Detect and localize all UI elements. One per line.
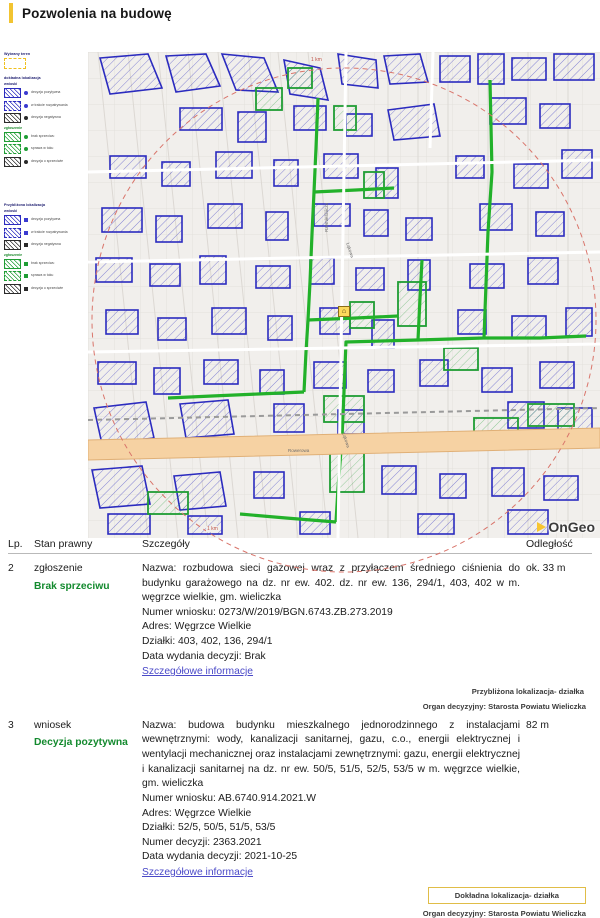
detail-data-decyzji: Data wydania decyzji: Brak	[142, 650, 266, 662]
row-type: wniosek	[34, 719, 72, 731]
legend-item	[3, 157, 88, 167]
square-black-icon	[24, 243, 28, 247]
legend-item	[3, 284, 88, 294]
row-legal-status	[34, 719, 142, 881]
legend-item-label: decyzja o sprzeciwie	[31, 285, 64, 290]
column-header-lp: Lp.	[8, 538, 23, 550]
legend-item-label: brak sprzeciwu	[31, 133, 55, 138]
legend-section-title-wnioski-approx: wnioski	[4, 209, 18, 213]
legend-item-label: sprawa w toku	[31, 146, 54, 151]
column-header-odleglosc: Odległość	[526, 538, 573, 550]
ring-label-top: 1 km	[311, 57, 322, 63]
swatch-blue-solid-icon	[4, 215, 21, 225]
map-canvas[interactable]	[88, 52, 600, 538]
map-legend	[0, 52, 88, 538]
detail-name: Nazwa: rozbudowa sieci gazowej wraz z przyłączem średniego ciśnienia do budynku garażowego na dz. nr ew. 402. dz. nr ew. 136, 294/1, 403, 402 w m. węgrzce wielkie, gm. wieliczka	[142, 563, 520, 604]
legend-section-title-zgloszenie-exact: zgłoszenie	[4, 125, 23, 130]
column-header-stan: Stan prawny	[34, 538, 93, 550]
swatch-black-solid-icon	[4, 240, 21, 250]
dot-black-icon	[24, 116, 28, 120]
dot-green-icon	[24, 135, 28, 139]
swatch-green-solid-icon	[4, 132, 21, 142]
legend-section-title-wnioski-exact: wnioski	[4, 82, 18, 86]
legend-item	[3, 215, 88, 225]
street-label: Łąkowa	[345, 242, 355, 259]
legend-item	[3, 144, 88, 154]
ongeo-watermark	[537, 519, 595, 535]
detail-adres: Adres: Węgrzce Wielkie	[142, 807, 252, 819]
table-row	[8, 711, 592, 881]
row-authority: Organ decyzyjny: Starosta Powiatu Wieliczka	[422, 908, 586, 918]
dot-blue-icon	[24, 104, 28, 108]
swatch-green-solid-icon	[4, 259, 21, 269]
ongeo-wordmark: OnGeo	[548, 519, 595, 535]
row-localization-note	[8, 680, 592, 697]
detail-dzialki: Działki: 52/5, 50/5, 51/5, 53/5	[142, 822, 276, 834]
map-parcels-layer	[88, 52, 600, 538]
detail-name: Nazwa: budowa budynku mieszkalnego jednorodzinnego z instalacjami wewnętrznymi: wody, kanalizacji sanitarnej, gazu, c.o., energii elektrycznej i wentylacji mechanicznej oraz instalacjami zewnętrznymi: gazu, energii elektrycznej i kanalizacji sanitarnej na dz. nr ew. 50/5, 51/5, 52/5, 53/5 w m. węgrzce wielkie, gm. wieliczka	[142, 719, 520, 790]
legend-item-label: decyzja o sprzeciwie	[31, 158, 64, 163]
selected-area-swatch	[4, 58, 26, 69]
legend-item-label: decyzja negatywna	[31, 115, 61, 120]
square-green-icon	[24, 262, 28, 266]
legend-item	[3, 228, 88, 238]
swatch-black-solid-icon	[4, 113, 21, 123]
page-header	[0, 0, 600, 26]
swatch-blue-solid-icon	[4, 88, 21, 98]
details-link[interactable]: Szczegółowe informacje	[142, 666, 254, 678]
legend-item-label: decyzja pozytywna	[31, 90, 61, 95]
ongeo-triangle-icon	[537, 522, 546, 532]
status-badge: Brak sprzeciwu	[34, 580, 110, 592]
legend-item	[3, 88, 88, 98]
localization-tag: Dokładna lokalizacja- działka	[428, 887, 586, 904]
selected-parcel-marker[interactable]: ⌂	[338, 306, 350, 317]
row-localization-note	[8, 881, 592, 904]
detail-adres: Adres: Węgrzce Wielkie	[142, 621, 252, 633]
row-details	[142, 562, 526, 680]
table-header-row	[8, 538, 592, 554]
legend-item	[3, 240, 88, 250]
square-green-icon	[24, 274, 28, 278]
swatch-blue-dashed-icon	[4, 228, 21, 238]
legend-item	[3, 132, 88, 142]
row-index: 2	[8, 563, 14, 574]
legend-item-label: brak sprzeciwu	[31, 260, 55, 265]
detail-numer-wniosku: Numer wniosku: AB.6740.914.2021.W	[142, 792, 317, 804]
dot-green-icon	[24, 147, 28, 151]
page-title: Pozwolenia na budowę	[22, 5, 172, 21]
square-blue-icon	[24, 218, 28, 222]
row-legal-status	[34, 562, 142, 680]
legend-item	[3, 101, 88, 111]
row-index: 3	[8, 719, 14, 731]
legend-group-title-approx: Przybliżona lokalizacja	[4, 203, 46, 207]
square-blue-icon	[24, 231, 28, 235]
legend-item	[3, 271, 88, 281]
legend-item-label: decyzja pozytywna	[31, 217, 61, 222]
localization-tag: Przybliżona lokalizacja- działka	[471, 686, 584, 696]
legend-group-title-exact: dokładna lokalizacja	[4, 76, 41, 80]
legend-selected-area-label: Wybrany teren	[4, 52, 31, 56]
detail-numer-wniosku: Numer wniosku: 0273/W/2019/BGN.6743.ZB.273.2019	[142, 606, 393, 618]
header-accent-bar	[9, 3, 13, 23]
detail-data-decyzji: Data wydania decyzji: 2021-10-25	[142, 851, 298, 863]
row-distance: ok. 33 m	[526, 563, 566, 574]
swatch-green-dashed-icon	[4, 271, 21, 281]
square-black-icon	[24, 287, 28, 291]
swatch-black-solid-icon	[4, 157, 21, 167]
swatch-blue-dashed-icon	[4, 101, 21, 111]
row-details	[142, 719, 526, 881]
detail-dzialki: Działki: 403, 402, 136, 294/1	[142, 636, 273, 648]
swatch-black-solid-icon	[4, 284, 21, 294]
street-label: Łąkowa	[341, 432, 351, 449]
street-label: Rowerowa	[288, 448, 310, 453]
legend-item	[3, 113, 88, 123]
table-row	[8, 554, 592, 680]
column-header-szczegoly: Szczegóły	[142, 538, 190, 550]
street-label: Rzemieślnicza	[324, 202, 329, 232]
dot-black-icon	[24, 160, 28, 164]
row-type: zgłoszenie	[34, 563, 83, 574]
status-badge: Decyzja pozytywna	[34, 737, 128, 749]
dot-blue-icon	[24, 91, 28, 95]
row-distance: 82 m	[526, 719, 549, 731]
legend-item-label: decyzja negatywna	[31, 242, 61, 247]
legend-item-label: sprawa w toku	[31, 273, 54, 278]
row-authority: Organ decyzyjny: Starosta Powiatu Wieliczka	[422, 701, 586, 711]
legend-item	[3, 259, 88, 269]
legend-item-label: w trakcie rozpatrywania	[31, 229, 68, 234]
map-section	[0, 26, 600, 538]
permits-table	[0, 538, 600, 918]
legend-item-label: w trakcie rozpatrywania	[31, 102, 68, 107]
details-link[interactable]: Szczegółowe informacje	[142, 866, 254, 878]
legend-section-title-zgloszenie-approx: zgłoszenie	[4, 252, 23, 257]
swatch-green-dashed-icon	[4, 144, 21, 154]
ring-label-bottom: 1 km	[207, 526, 218, 532]
detail-numer-decyzji: Numer decyzji: 2363.2021	[142, 836, 262, 848]
